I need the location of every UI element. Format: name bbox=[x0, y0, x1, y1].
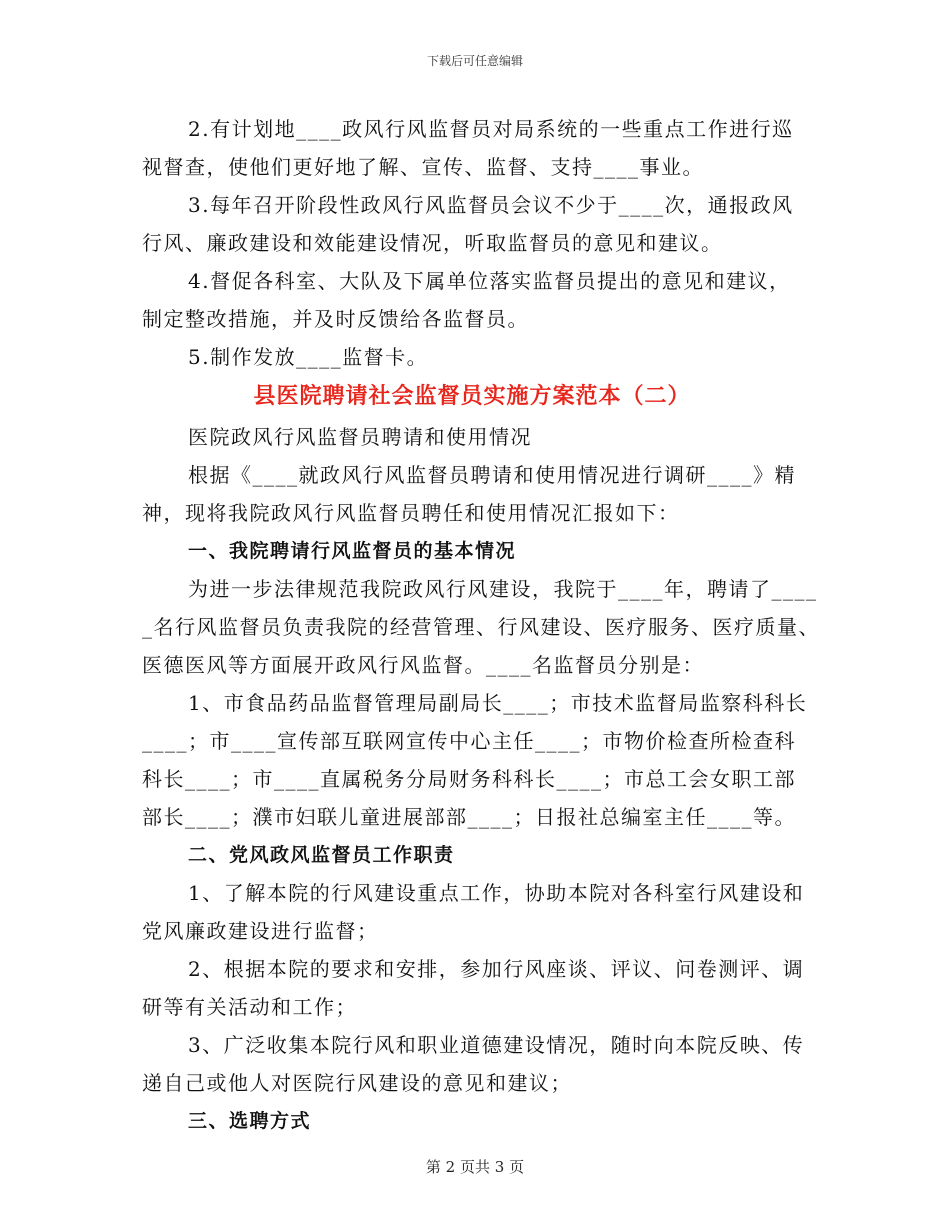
list-item-2-line-2: 视督查，使他们更好地了解、宣传、监督、支持____事业。 bbox=[142, 155, 704, 179]
section-1-p1-line-1: 为进一步法律规范我院政风行风建设，我院于____年，聘请了____ bbox=[188, 577, 818, 601]
section-2-heading: 二、党风政风监督员工作职责 bbox=[188, 844, 455, 866]
section-1-p2-line-4: 部长____；濮市妇联儿童进展部部____；日报社总编室主任____等。 bbox=[142, 805, 796, 829]
section-2-item-2-line-2: 研等有关活动和工作； bbox=[142, 995, 357, 1019]
document-title: 县医院聘请社会监督员实施方案范本（二） bbox=[253, 384, 691, 409]
section-2-item-2-line-1: 2、根据本院的要求和安排，参加行风座谈、评议、问卷测评、调 bbox=[188, 957, 805, 981]
intro-line-2: 神，现将我院政风行风监督员聘任和使用情况汇报如下： bbox=[142, 501, 680, 525]
section-1-p2-line-2: ____；市____宣传部互联网宣传中心主任____；市物价检查所检查科 bbox=[142, 729, 796, 753]
page-header-note: 下载后可任意编辑 bbox=[426, 54, 523, 68]
list-item-5-line-1: 5.制作发放____监督卡。 bbox=[188, 345, 429, 369]
section-1-heading: 一、我院聘请行风监督员的基本情况 bbox=[188, 540, 517, 562]
section-1-p1-line-3: 医德医风等方面展开政风行风监督。____名监督员分别是： bbox=[142, 653, 704, 677]
section-1-p2-line-3: 科长____；市____直属税务分局财务科科长____；市总工会女职工部 bbox=[142, 767, 796, 791]
section-2-item-1-line-1: 1、了解本院的行风建设重点工作，协助本院对各科室行风建设和 bbox=[188, 881, 805, 905]
intro-subtitle: 医院政风行风监督员聘请和使用情况 bbox=[188, 425, 532, 449]
document-body bbox=[142, 110, 820, 1140]
page-number-footer: 第 2 页共 3 页 bbox=[425, 1158, 525, 1176]
section-2-item-1-line-2: 党风廉政建设进行监督； bbox=[142, 919, 379, 943]
section-1-p1-line-2: _名行风监督员负责我院的经营管理、行风建设、医疗服务、医疗质量、 bbox=[142, 615, 820, 639]
intro-line-1: 根据《____就政风行风监督员聘请和使用情况进行调研____》精 bbox=[188, 463, 796, 487]
list-item-4-line-1: 4.督促各科室、大队及下属单位落实监督员提出的意见和建议， bbox=[188, 269, 791, 293]
list-item-3-line-2: 行风、廉政建设和效能建设情况，听取监督员的意见和建议。 bbox=[142, 231, 723, 255]
section-1-p2-line-1: 1、市食品药品监督管理局副局长____；市技术监督局监察科科长 bbox=[188, 691, 808, 715]
list-item-2-line-1: 2.有计划地____政风行风监督员对局系统的一些重点工作进行巡 bbox=[188, 117, 794, 141]
section-3-heading: 三、选聘方式 bbox=[188, 1110, 312, 1132]
list-item-3-line-1: 3.每年召开阶段性政风行风监督员会议不少于____次，通报政风 bbox=[188, 193, 794, 217]
section-2-item-3-line-1: 3、广泛收集本院行风和职业道德建设情况，随时向本院反映、传 bbox=[188, 1033, 805, 1057]
section-2-item-3-line-2: 递自己或他人对医院行风建设的意见和建议； bbox=[142, 1071, 572, 1095]
list-item-4-line-2: 制定整改措施，并及时反馈给各监督员。 bbox=[142, 307, 529, 331]
